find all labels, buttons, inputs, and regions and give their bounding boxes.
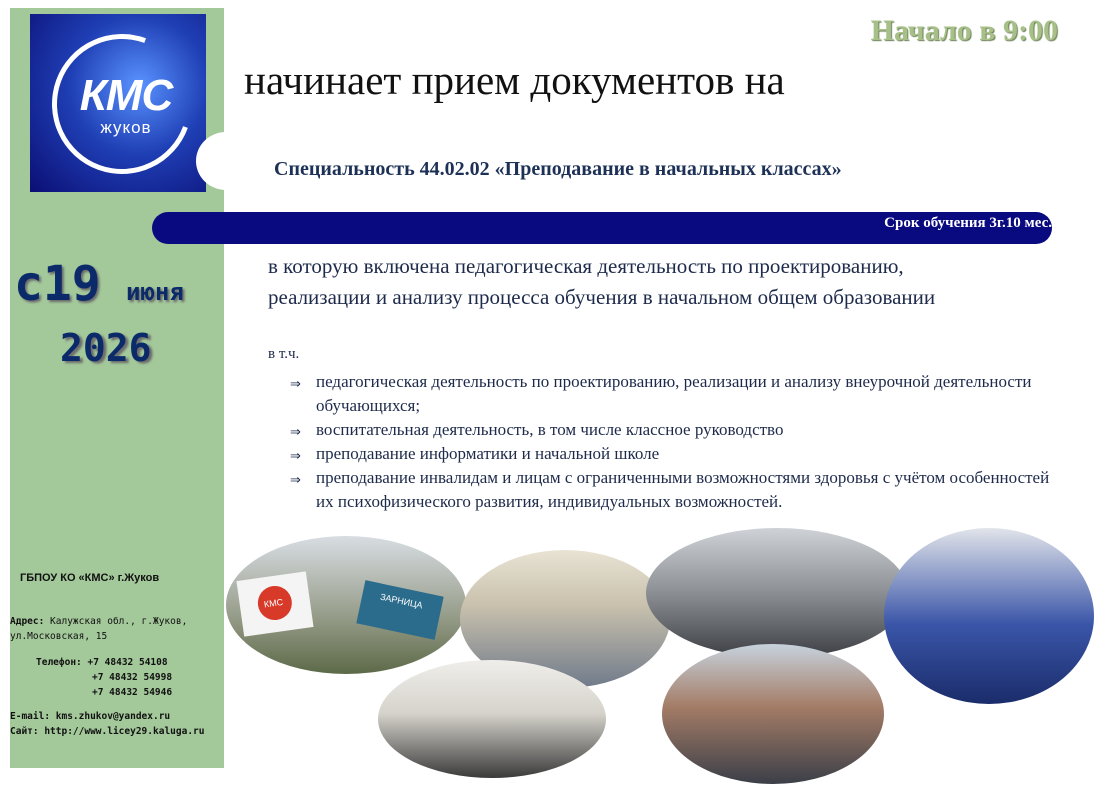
flag-image [236,571,313,636]
start-time: Начало в 9:00 [870,14,1058,47]
arrow-right-icon: ⇒ [290,376,301,391]
kms-logo [30,14,206,192]
date-day: с19 [14,256,101,312]
organization-name: ГБПОУ КО «КМС» г.Жуков [20,572,160,584]
web-contacts [10,709,204,739]
activities-list [290,370,1060,514]
flag-text: КМС [263,596,284,610]
site-label: Сайт: [10,726,39,737]
list-item: ⇒ воспитательная деятельность, в том числе классное руководство [290,418,1060,442]
logo-text: КМС [79,71,173,120]
email-link[interactable]: kms.zhukov@yandex.ru [50,711,171,722]
address-line2: ул.Московская, 15 [10,631,108,642]
arrow-right-icon: ⇒ [290,472,301,487]
photo-sports-team [884,528,1094,704]
address-label: Адрес: [10,616,45,627]
site-link[interactable]: http://www.licey29.kaluga.ru [38,726,205,737]
including-label: в т.ч. [268,346,300,362]
phone-number: +7 48432 54998 [92,672,173,683]
headline: начинает прием документов на [244,57,785,103]
phone-number: +7 48432 54108 [87,657,168,668]
intro-text: в которую включена педагогическая деятельность по проектированию, реализации и анализу процесса обучения в начальном общем образовании [268,254,936,309]
list-item: ⇒ преподавание информатики и начальной школе [290,442,1060,466]
photo-lesson [646,528,908,658]
photo-excursion [662,644,884,784]
flag-text: ЗАРНИЦА [379,591,424,611]
logo-subtext: жуков [100,118,152,137]
study-term: Срок обучения 3г.10 мес. [884,215,1052,231]
date-year: 2026 [60,326,152,370]
address-block [10,614,187,644]
phone-block [36,655,172,700]
decorative-notch [196,132,256,190]
arrow-right-icon: ⇒ [290,424,301,439]
specialty-title: Специальность 44.02.02 «Преподавание в начальных классах» [274,158,842,180]
photo-students [378,660,606,778]
email-label: E-mail: [10,711,51,722]
photo-cadets [226,536,466,674]
address-line1: Калужская обл., г.Жуков, [44,616,188,627]
phone-label: Телефон: [36,657,82,668]
list-item: ⇒ педагогическая деятельность по проектированию, реализации и анализу внеурочной деятельности обучающихся; [290,372,1032,415]
flag-image [356,580,443,640]
date-month: июня [126,278,184,306]
list-item: ⇒ преподавание инвалидам и лицам с ограниченными возможностями здоровья с учётом особенностей их психофизического развития, индивидуальных возможностей. [290,468,1050,511]
phone-number: +7 48432 54946 [92,687,173,698]
arrow-right-icon: ⇒ [290,448,301,463]
